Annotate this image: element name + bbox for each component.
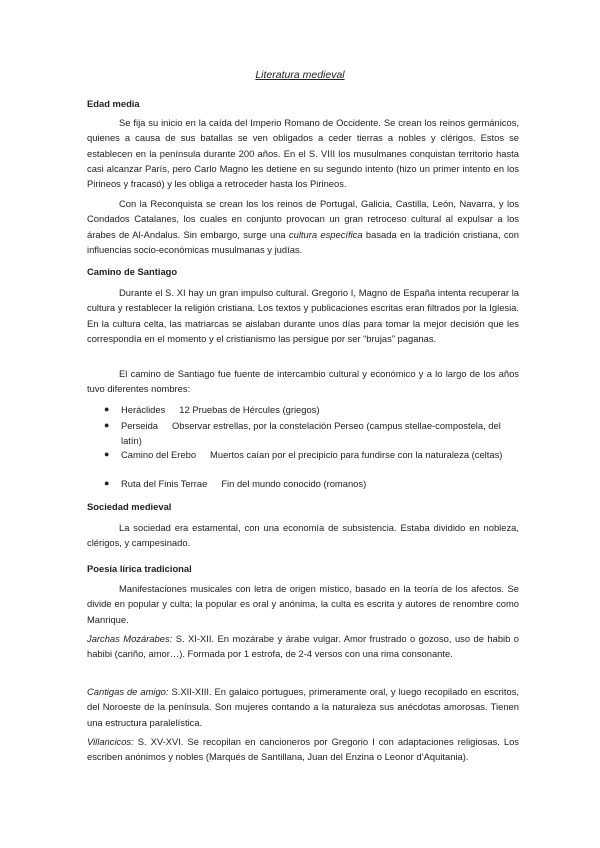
- bullet-icon: ●: [104, 449, 110, 459]
- paragraph-camino-1: Durante el S. XI hay un gran impulso cultural. Gregorio I, Magno de España intenta recuperar la cultura y restablecer la religión cristiana. Los textos y publicaciones escritas eran filtrados por la Iglesia. En la cultura celta, las matriarcas se aislaban durante unos días para tomar la mejor decisión que les correspondía en el momento y el cristianismo las persigue por ser “brujas” paganas.: [87, 287, 519, 344]
- label-cantigas: Cantigas de amigo:: [87, 686, 169, 697]
- label-jarchas: Jarchas Mozárabes:: [87, 633, 173, 644]
- bullet-icon: ●: [104, 404, 110, 414]
- paragraph-camino-2: El camino de Santiago fue fuente de intercambio cultural y económico y a lo largo de los años tuvo diferentes nombres:: [87, 368, 519, 395]
- paragraph-villancicos: Villancicos: S. XV-XVI. Se recopilan en cancioneros por Gregorio I con adaptaciones religiosas. Los escriben anónimos y nobles (Marqués de Santillana, Juan del Enzina o Leonor d’Aquitania).: [87, 736, 519, 763]
- paragraph-cantigas: Cantigas de amigo: S.XII-XIII. En galaico portugues, primeramente oral, y luego recopilado en escritos, del Noroeste de la península. Son mujeres contando a la naturaleza sus anécdotas amorosas. Tienen una estructura paralelística.: [87, 686, 519, 728]
- heading-edad-media: Edad media: [87, 98, 140, 109]
- paragraph-sociedad-1: La sociedad era estamental, con una economía de subsistencia. Estaba dividido en nobleza, clérigos, y campesinado.: [87, 522, 519, 549]
- label-villancicos: Villancicos:: [87, 736, 134, 747]
- paragraph-edad-media-2: Con la Reconquista se crean los los reinos de Portugal, Galicia, Castilla, León, Navarra, y los Condados Catalanes, los cuales en conjunto provocan un gran retroceso cultural al expulsar a los árabes de Al-Andalus. Sin embargo, surge una cultura específica basada en la tradición cristiana, con influencias socio-económicas musulmanas y judías.: [87, 198, 519, 255]
- heading-sociedad-medieval: Sociedad medieval: [87, 501, 172, 512]
- heading-camino-de-santiago: Camino de Santiago: [87, 266, 178, 277]
- bullet-icon: ●: [104, 478, 110, 488]
- emphasis-cultura-especifica: cultura específica: [288, 228, 363, 240]
- page-title: Literatura medieval: [255, 69, 345, 81]
- paragraph-poesia-1: Manifestaciones musicales con letra de origen místico, basado en la teoría de los afectos. Se divide en popular y culta; la popular es oral y anónima, la culta es escrita y autores de renombre como Manrique.: [87, 583, 519, 625]
- bullet-icon: ●: [104, 420, 110, 430]
- paragraph-edad-media-1: Se fija su inicio en la caída del Imperio Romano de Occidente. Se crean los reinos germánicos, quienes a causa de sus batallas se ven obligados a ceder tierras a nobles y clérigos. Estos se establecen en la península durante 200 años. En el S. VIII los musulmanes conquistan territorio hasta casi alcanzar París, pero Carlo Magno les detiene en su segundo intento (hizo un primer intento en los Pirineos y fracasó) y les obliga a retroceder hasta los Pirineos.: [87, 117, 519, 190]
- document-page: Literatura medieval Edad media Se fija su inicio en la caída del Imperio Romano de Occidente. Se crean los reinos germánicos, quienes a causa de sus batallas se ven obligados a ceder tierras a nobles y clérigos. Estos se establecen en la península durante 200 años. En el S. VIII los musulmanes conquistan territorio hasta casi alcanzar París, pero Carlo Magno les detiene en su segundo intento (hizo un primer intento en los Pirineos y fracasó) y les obliga a retroceder hasta los Pirineos. Con la Reconquista se crean los los reinos de Portugal, Galicia, Castilla, León, Navarra, y los Condados Catalanes, los cuales en conjunto provocan un gran retroceso cultural al expulsar a los árabes de Al-Andalus. Sin embargo, surge una cultura específica basada en la tradición cristiana, con influencias socio-económicas musulmanas y judías. Camino de Santiago Durante el S. XI hay un gran impulso cultural. Gregorio I, Magno de España intenta recuperar la cultura y restablecer la religión cristiana. Los textos y publicaciones escritas eran filtrados por la Iglesia. En la cultura celta, las matriarcas se aislaban durante unos días para tomar la mejor decisión que les correspondía en el momento y el cristianismo las persigue por ser “brujas” paganas. El camino de Santiago fue fuente de intercambio cultural y económico y a lo largo de los años tuvo diferentes nombres: ● Heráclides 12 Pruebas de Hércules (griegos) ● Perseida Observar estrellas, por la constelación Perseo (campus stellae-compostela, del latín) ● Camino del Erebo Muertos caían por el precipicio para fundirse con la naturaleza (celtas) ● Ruta del Finis Terrae Fin del mundo conocido (romanos) Sociedad medieval La sociedad era estamental, con una economía de subsistencia. Estaba dividido en nobleza, clérigos, y campesinado. Poesía lírica tradicional Manifestaciones musicales con letra de origen místico, basado en la teoría de los afectos. Se divide en popular y culta; la popular es oral y anónima, la culta es escrita y autores de renombre como Manrique. Jarchas Mozárabes: S. XI-XII. En mozárabe y árabe vulgar. Amor frustrado o gozoso, uso de habib o habibi (cariño, amor…). Formada por 1 estrofa, de 2-4 versos con una rima consonante. Cantigas de amigo: S.XII-XIII. En galaico portugues, primeramente oral, y luego recopilado en escritos, del Noroeste de la península. Son mujeres contando a la naturaleza sus anécdotas amorosas. Tienen una estructura paralelística. Villancicos: S. XV-XVI. Se recopilan en cancioneros por Gregorio I con adaptaciones religiosas. Los escriben anónimos y nobles (Marqués de Santillana, Juan del Enzina o Leonor d’Aquitania).: [0, 0, 600, 848]
- heading-poesia-lirica: Poesía lírica tradicional: [87, 563, 192, 574]
- paragraph-jarchas: Jarchas Mozárabes: S. XI-XII. En mozárabe y árabe vulgar. Amor frustrado o gozoso, uso de habib o habibi (cariño, amor…). Formada por 1 estrofa, de 2-4 versos con una rima consonante.: [87, 633, 519, 660]
